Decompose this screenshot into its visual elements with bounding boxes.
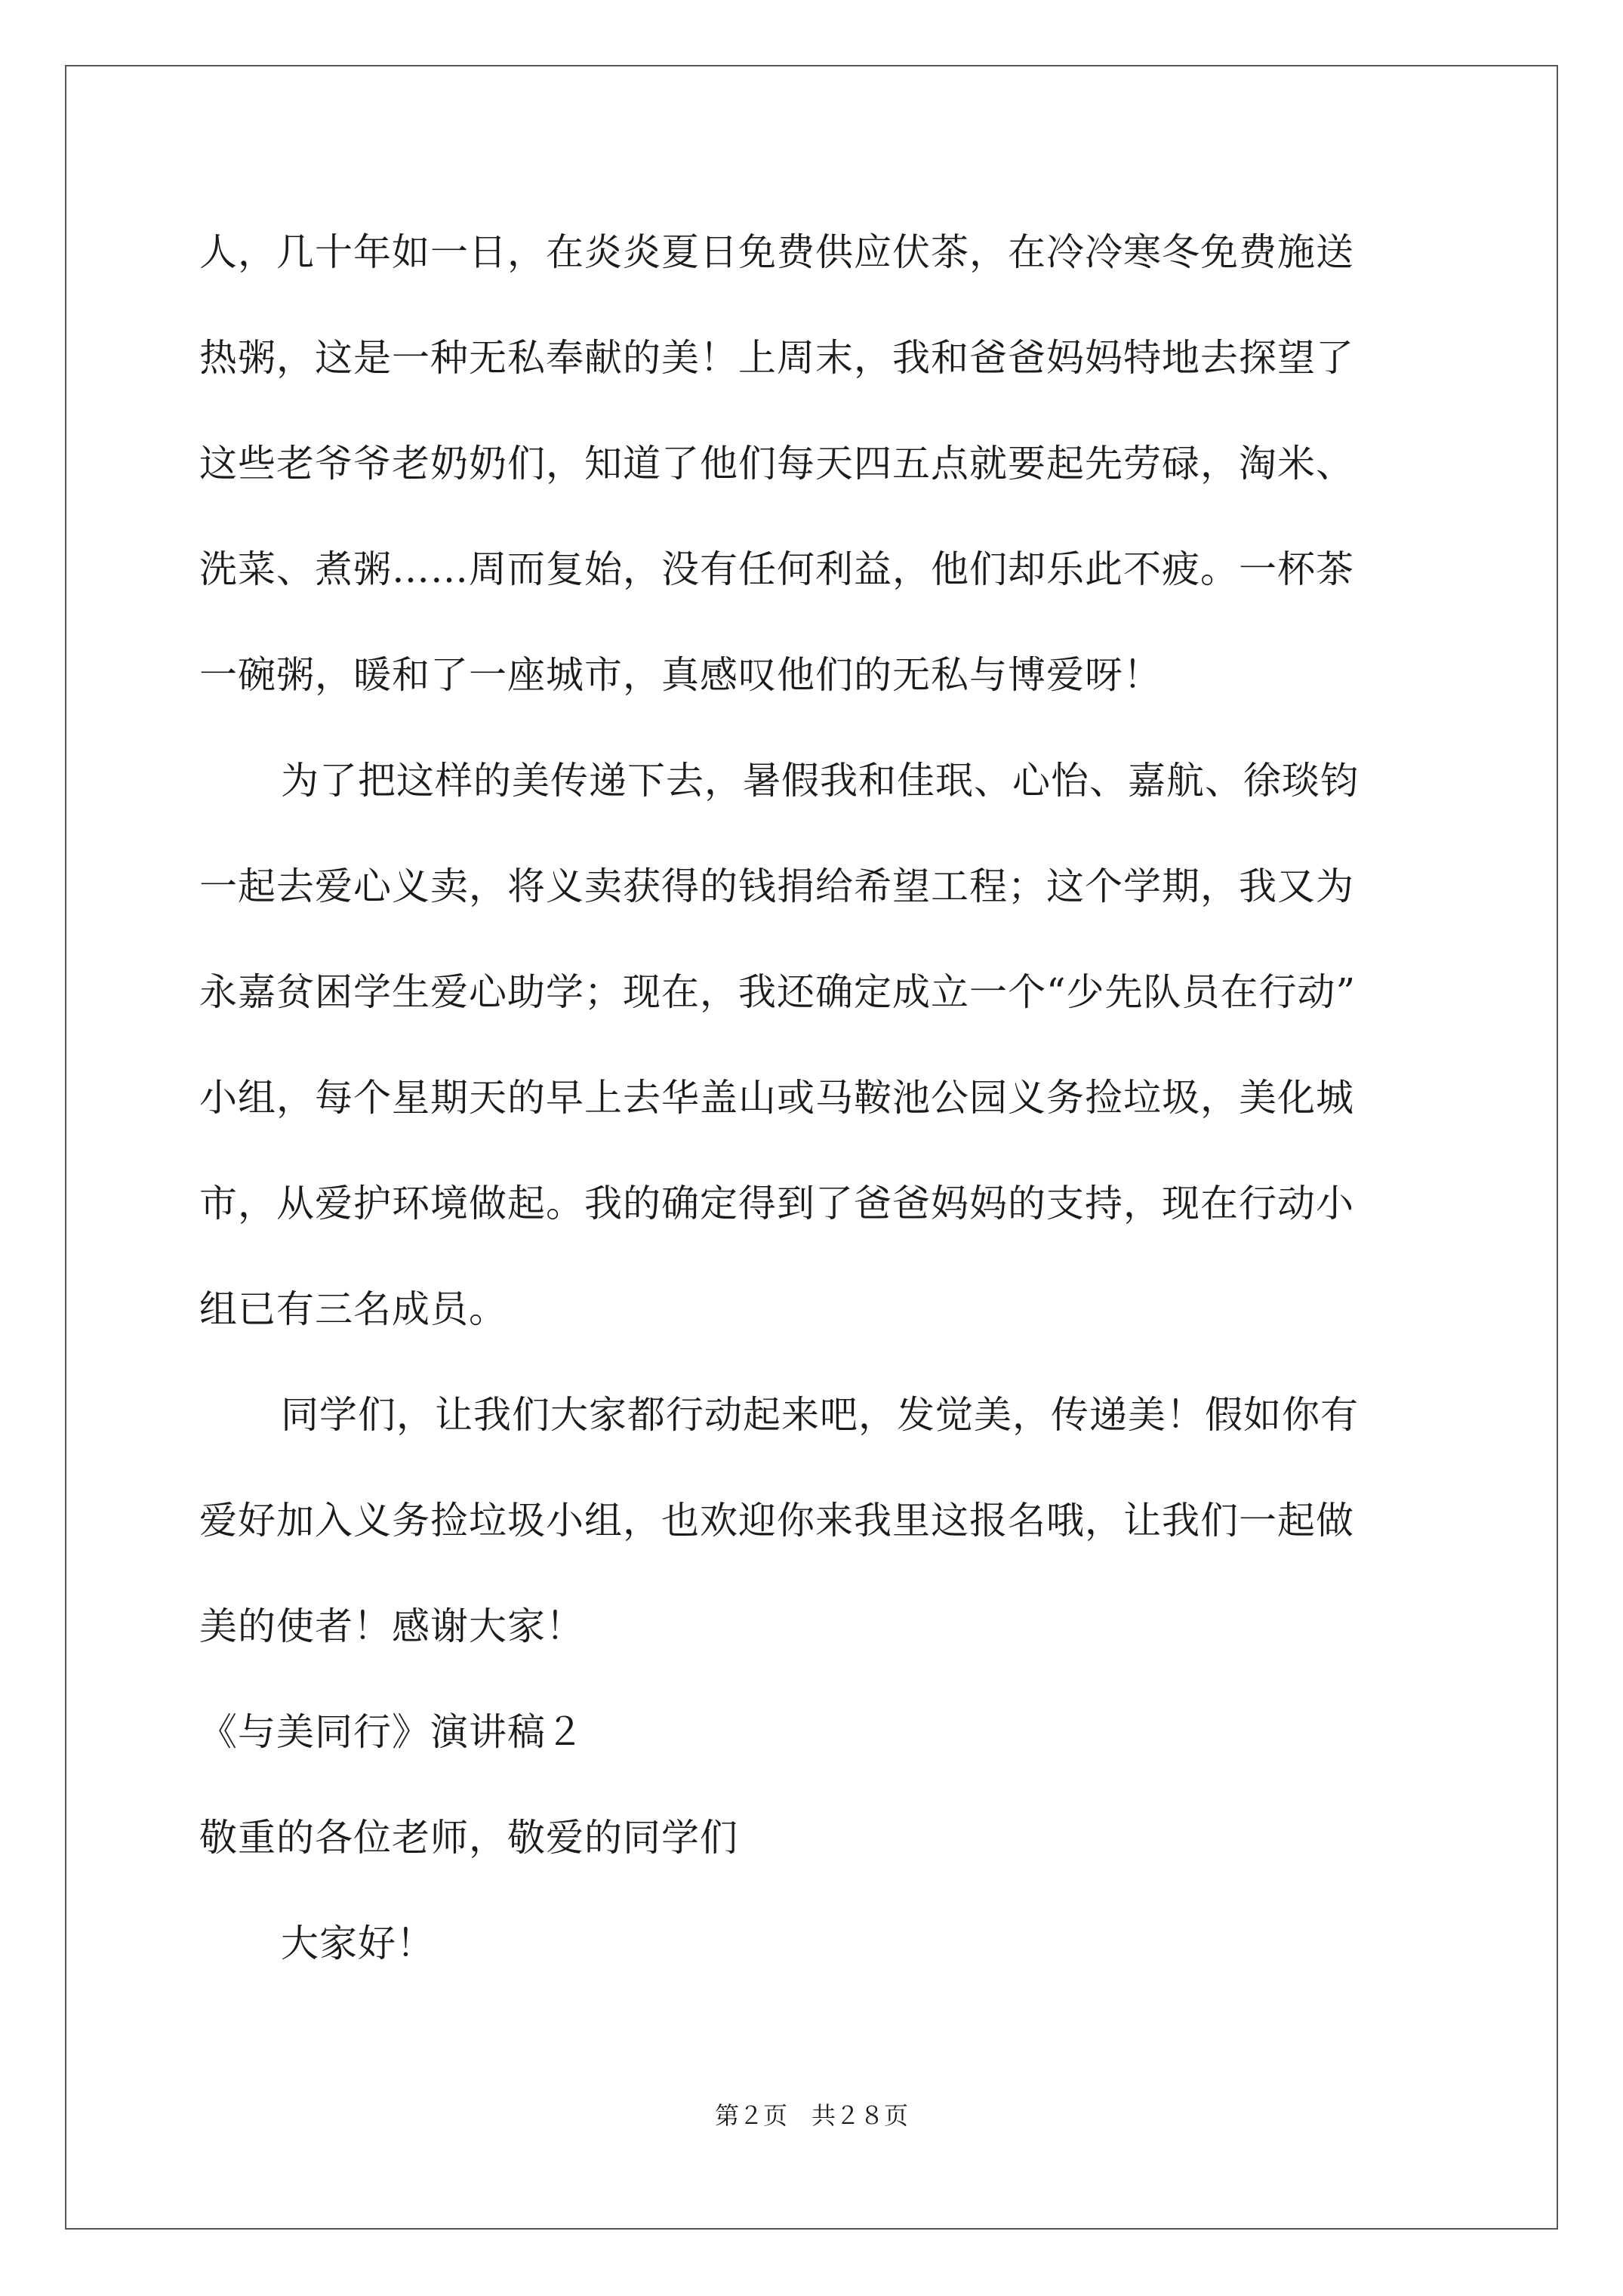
paragraph-1-line-3: 这些老爷爷老奶奶们，知道了他们每天四五点就要起先劳碌，淘米、: [199, 442, 1354, 485]
page-number-footer: 第２页 共２８页: [714, 2101, 908, 2130]
section-title: 《与美同行》演讲稿２: [199, 1710, 584, 1754]
paragraph-1-line-4: 洗菜、煮粥……周而复始，没有任何利益，他们却乐此不疲。一杯茶: [199, 547, 1354, 591]
greeting: 大家好！: [281, 1922, 435, 1965]
paragraph-1-line-5: 一碗粥，暖和了一座城市，真感叹他们的无私与博爱呀！: [199, 653, 1162, 697]
paragraph-3-line-3: 美的使者！感谢大家！: [199, 1604, 584, 1648]
paragraph-3-line-2: 爱好加入义务捡垃圾小组，也欢迎你来我里这报名哦，让我们一起做: [199, 1499, 1354, 1542]
paragraph-2-line-6: 组已有三名成员。: [199, 1287, 507, 1331]
paragraph-1-line-1: 人，几十年如一日，在炎炎夏日免费供应伏茶，在冷冷寒冬免费施送: [199, 230, 1354, 274]
paragraph-2-line-5: 市，从爱护环境做起。我的确定得到了爸爸妈妈的支持，现在行动小: [199, 1182, 1354, 1225]
salutation: 敬重的各位老师，敬爱的同学们: [199, 1816, 738, 1860]
paragraph-1-line-2: 热粥，这是一种无私奉献的美！上周末，我和爸爸妈妈特地去探望了: [199, 336, 1354, 380]
page-frame: [65, 65, 1558, 2230]
paragraph-2-line-1: 为了把这样的美传递下去，暑假我和佳珉、心怡、嘉航、徐琰钧: [281, 759, 1359, 803]
paragraph-3-line-1: 同学们，让我们大家都行动起来吧，发觉美，传递美！假如你有: [281, 1393, 1359, 1437]
paragraph-2-line-2: 一起去爱心义卖，将义卖获得的钱捐给希望工程；这个学期，我又为: [199, 864, 1354, 908]
paragraph-2-line-4: 小组，每个星期天的早上去华盖山或马鞍池公园义务捡垃圾，美化城: [199, 1076, 1354, 1120]
paragraph-2-line-3: 永嘉贫困学生爱心助学；现在，我还确定成立一个“少先队员在行动”: [199, 970, 1357, 1014]
